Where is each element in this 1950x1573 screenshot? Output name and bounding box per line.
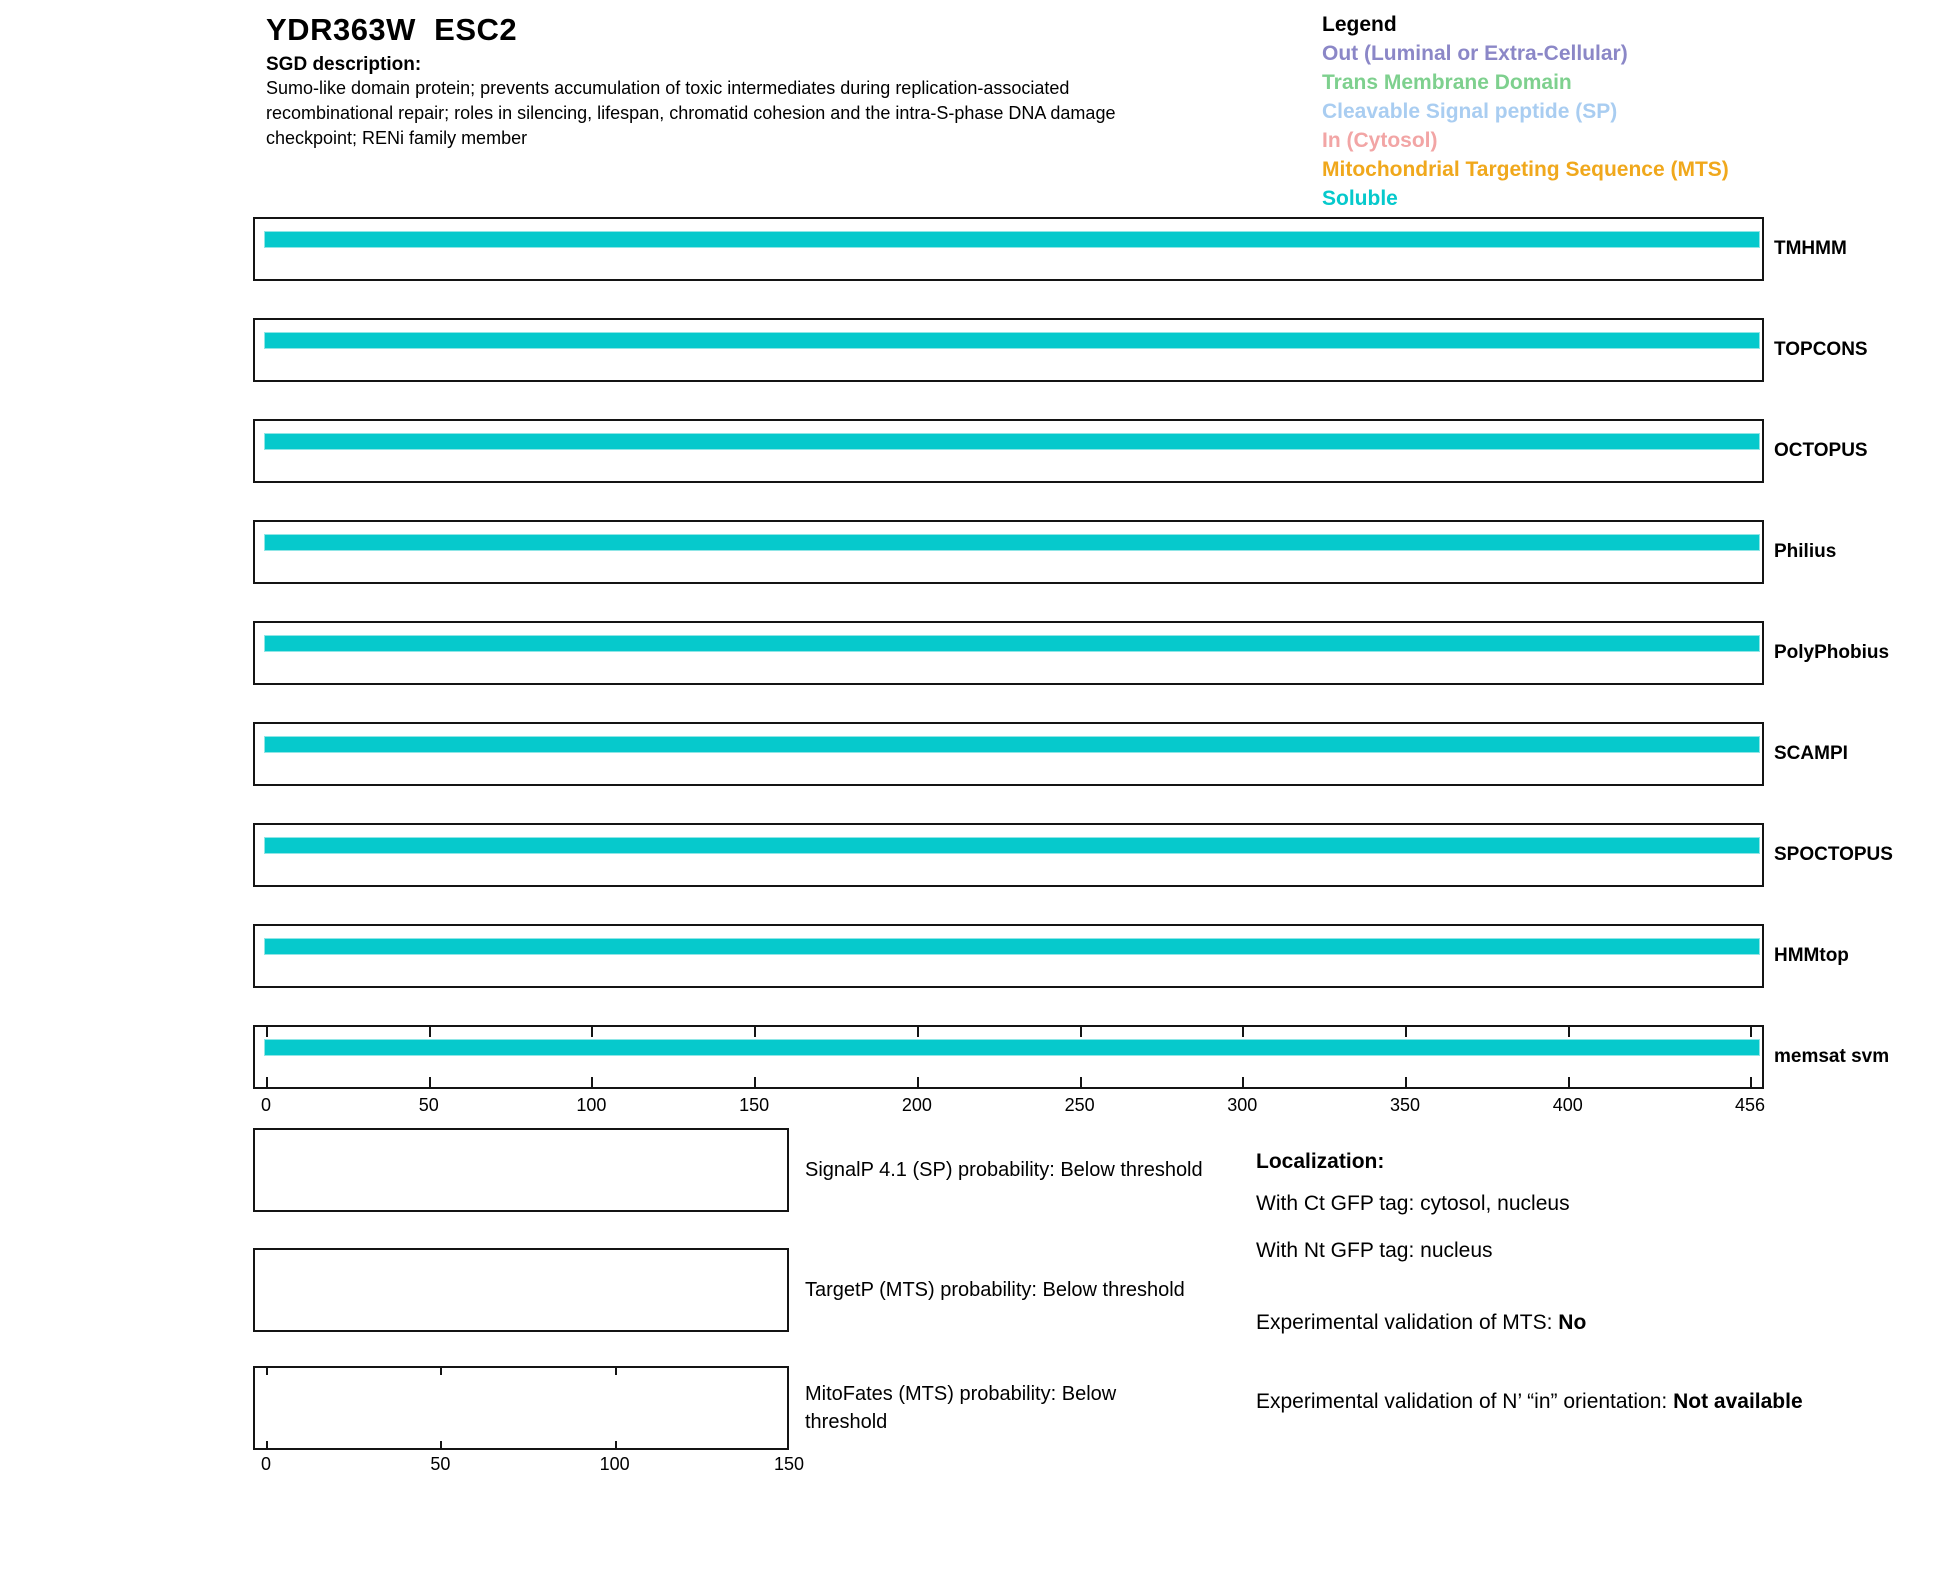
axis-tick <box>266 1441 268 1450</box>
track-label: OCTOPUS <box>1774 440 1868 461</box>
probability-axis-labels <box>253 1454 805 1476</box>
axis-tick-label: 150 <box>773 1454 805 1474</box>
soluble-prediction-bar <box>264 332 1760 349</box>
axis-tick <box>429 1077 431 1089</box>
legend-item-transmembrane: Trans Membrane Domain <box>1322 71 1572 94</box>
orientation-validation-value: Not available <box>1673 1390 1803 1413</box>
caption-line: SignalP 4.1 (SP) probability: Below threshold <box>805 1159 1203 1181</box>
track-row-philius <box>253 520 1837 584</box>
soluble-prediction-bar <box>264 736 1760 753</box>
axis-tick-label: 100 <box>576 1095 607 1115</box>
axis-tick <box>591 1077 593 1089</box>
residue-axis-ticks <box>253 1025 1764 1089</box>
targetp-caption <box>805 1276 1265 1304</box>
legend-item-mts: Mitochondrial Targeting Sequence (MTS) <box>1322 158 1729 181</box>
residue-axis-labels <box>253 1095 1764 1117</box>
track-row-polyphobius <box>253 621 1890 685</box>
signalp-caption <box>805 1156 1265 1184</box>
track-row-topcons <box>253 318 1868 382</box>
track-label: TOPCONS <box>1774 339 1868 360</box>
soluble-prediction-bar <box>264 1039 1760 1056</box>
page-title: YDR363W ESC2 <box>266 12 518 47</box>
localization-nt-tag: With Nt GFP tag: nucleus <box>1256 1239 1493 1262</box>
track-label: SCAMPI <box>1774 743 1848 764</box>
track-row-memsat-svm <box>253 1025 1890 1089</box>
axis-tick-label: 0 <box>260 1454 272 1474</box>
sgd-description-text <box>266 76 1115 151</box>
axis-tick <box>1750 1077 1752 1089</box>
axis-tick-label: 50 <box>418 1095 439 1115</box>
axis-tick-label: 250 <box>1064 1095 1095 1115</box>
axis-tick-label: 100 <box>599 1454 630 1474</box>
legend <box>1322 10 1729 213</box>
axis-tick-label: 200 <box>901 1095 932 1115</box>
track-row-hmmtop <box>253 924 1849 988</box>
mts-validation-value: No <box>1558 1311 1587 1334</box>
mitofates-caption <box>805 1380 1265 1436</box>
sgd-description-line: recombinational repair; roles in silencing, lifespan, chromatid cohesion and the intra-S-phase DNA damage <box>266 103 1116 123</box>
axis-tick <box>1080 1077 1082 1089</box>
track-row-spoctopus <box>253 823 1893 887</box>
probability-axis-ticks <box>253 1366 789 1450</box>
soluble-prediction-bar <box>264 231 1760 248</box>
axis-tick-label: 150 <box>739 1095 770 1115</box>
axis-tick-label: 0 <box>260 1095 272 1115</box>
mts-validation-label: Experimental validation of MTS: <box>1256 1311 1559 1334</box>
soluble-prediction-bar <box>264 837 1760 854</box>
axis-tick-label: 456 <box>1734 1095 1766 1115</box>
soluble-prediction-bar <box>264 433 1760 450</box>
axis-tick <box>266 1077 268 1089</box>
caption-line: threshold <box>805 1411 888 1433</box>
track-label: memsat svm <box>1774 1046 1890 1067</box>
legend-item-out: Out (Luminal or Extra-Cellular) <box>1322 42 1628 65</box>
axis-tick <box>1405 1077 1407 1089</box>
track-row-tmhmm <box>253 217 1847 281</box>
signalp-probability-plot <box>253 1128 789 1212</box>
track-label: SPOCTOPUS <box>1774 844 1893 865</box>
axis-tick <box>1242 1077 1244 1089</box>
soluble-prediction-bar <box>264 938 1760 955</box>
sgd-description-line: Sumo-like domain protein; prevents accumulation of toxic intermediates during replication-associated <box>266 78 1070 98</box>
axis-tick-label: 50 <box>430 1454 451 1474</box>
legend-item-signal-peptide: Cleavable Signal peptide (SP) <box>1322 100 1618 123</box>
legend-title: Legend <box>1322 13 1397 36</box>
axis-tick <box>1568 1077 1570 1089</box>
axis-tick-label: 400 <box>1552 1095 1583 1115</box>
legend-item-soluble: Soluble <box>1322 187 1398 210</box>
axis-tick-label: 350 <box>1390 1095 1421 1115</box>
sgd-description-heading: SGD description: <box>266 54 422 75</box>
orientation-validation-line <box>1256 1381 1826 1422</box>
mitofates-probability-plot <box>253 1366 789 1450</box>
axis-tick <box>754 1077 756 1089</box>
caption-line: MitoFates (MTS) probability: Below <box>805 1383 1117 1405</box>
track-label: Philius <box>1774 541 1837 562</box>
localization-ct-tag: With Ct GFP tag: cytosol, nucleus <box>1256 1192 1570 1215</box>
targetp-probability-plot <box>253 1248 789 1332</box>
axis-tick <box>917 1077 919 1089</box>
soluble-prediction-bar <box>264 534 1760 551</box>
localization-heading: Localization: <box>1256 1150 1385 1173</box>
caption-line: TargetP (MTS) probability: Below threshold <box>805 1279 1185 1301</box>
track-row-scampi <box>253 722 1848 786</box>
track-label: HMMtop <box>1774 945 1849 966</box>
mts-validation-line <box>1256 1311 1586 1335</box>
soluble-prediction-bar <box>264 635 1760 652</box>
track-label: PolyPhobius <box>1774 642 1890 663</box>
track-label: TMHMM <box>1774 238 1847 259</box>
axis-tick-label: 300 <box>1227 1095 1258 1115</box>
track-row-octopus <box>253 419 1868 483</box>
sgd-description-line: checkpoint; RENi family member <box>266 128 528 148</box>
axis-tick <box>440 1441 442 1450</box>
orientation-validation-label: Experimental validation of N’ “in” orientation: <box>1256 1390 1674 1413</box>
legend-item-in-cytosol: In (Cytosol) <box>1322 129 1438 152</box>
axis-tick <box>615 1441 617 1450</box>
